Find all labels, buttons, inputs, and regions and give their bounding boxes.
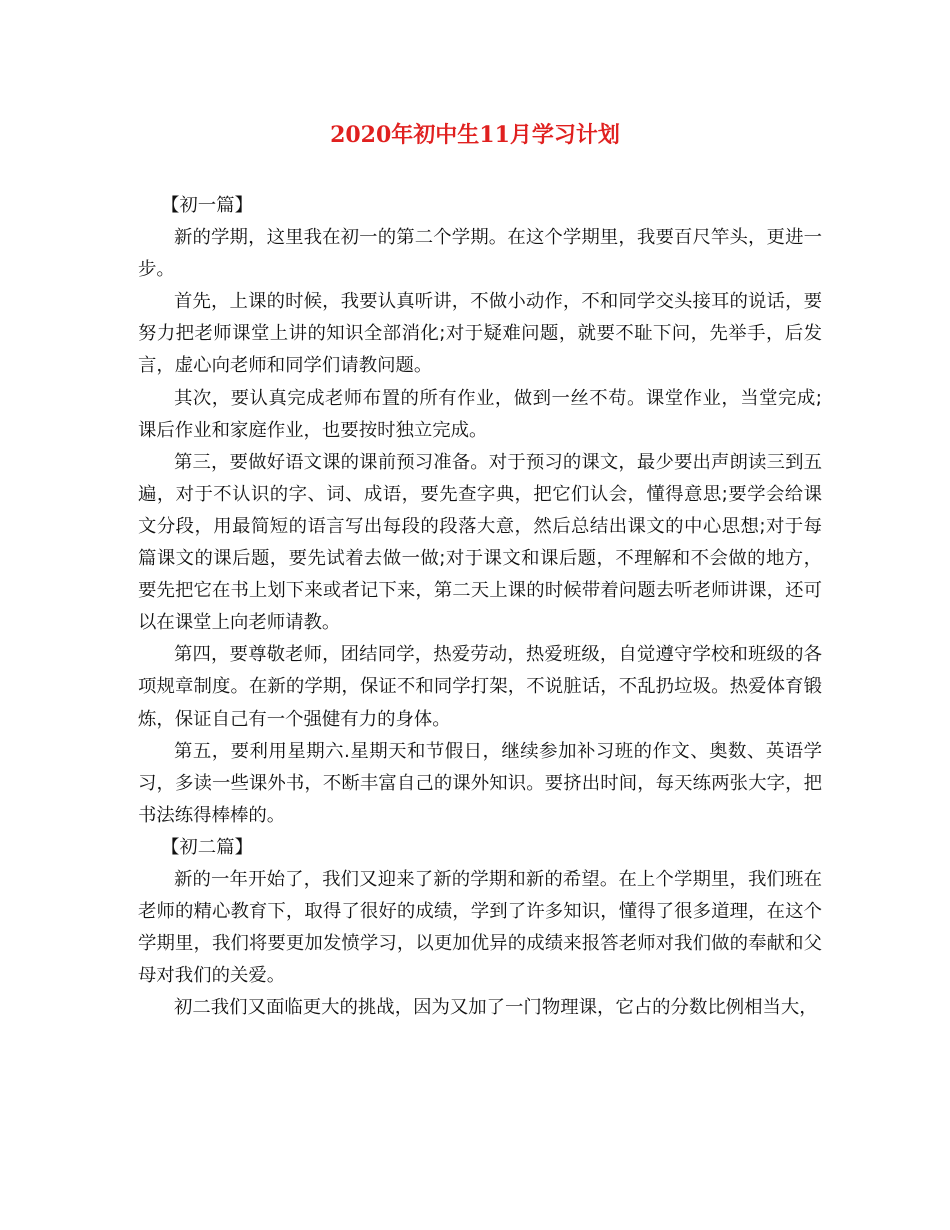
paragraph: 第三，要做好语文课的课前预习准备。对于预习的课文，最少要出声朗读三到五遍，对于不认识的字、词、成语，要先查字典，把它们认会，懂得意思;要学会给课文分段，用最简短的语言写出每段的段落大意，然后总结出课文的中心思想;对于每篇课文的课后题，要先试着去做一做;对于课文和课后题，不理解和不会做的地方，要先把它在书上划下来或者记下来，第二天上课的时候带着问题去听老师讲课，还可以在课堂上向老师请教。 — [138, 451, 822, 634]
document-title: 2020年初中生11月学习计划 — [330, 122, 620, 148]
paragraph: 其次，要认真完成老师布置的所有作业，做到一丝不苟。课堂作业，当堂完成;课后作业和家庭作业，也要按时独立完成。 — [138, 387, 822, 441]
section-heading: 【初一篇】 — [161, 195, 253, 216]
paragraph: 新的学期，这里我在初一的第二个学期。在这个学期里，我要百尺竿头，更进一步。 — [138, 227, 822, 281]
document-body — [138, 190, 822, 1024]
section-heading: 【初二篇】 — [161, 836, 253, 858]
paragraph: 新的一年开始了，我们又迎来了新的学期和新的希望。在上个学期里，我们班在老师的精心教育下，取得了很好的成绩，学到了许多知识，懂得了很多道理，在这个学期里，我们将要更加发愤学习，以更加优异的成绩来报答老师对我们做的奉献和父母对我们的关爱。 — [138, 868, 822, 987]
paragraph: 首先，上课的时候，我要认真听讲，不做小动作，不和同学交头接耳的说话，要努力把老师课堂上讲的知识全部消化;对于疑难问题，就要不耻下问，先举手，后发言，虚心向老师和同学们请教问题。 — [138, 291, 822, 377]
paragraph: 第五，要利用星期六.星期天和节假日，继续参加补习班的作文、奥数、英语学习，多读一些课外书，不断丰富自己的课外知识。要挤出时间，每天练两张大字，把书法练得棒棒的。 — [138, 740, 822, 826]
paragraph: 初二我们又面临更大的挑战，因为又加了一门物理课，它占的分数比例相当大， — [174, 997, 818, 1019]
paragraph: 第四，要尊敬老师，团结同学，热爱劳动，热爱班级，自觉遵守学校和班级的各项规章制度。在新的学期，保证不和同学打架，不说脏话，不乱扔垃圾。热爱体育锻炼，保证自己有一个强健有力的身体。 — [138, 644, 822, 730]
